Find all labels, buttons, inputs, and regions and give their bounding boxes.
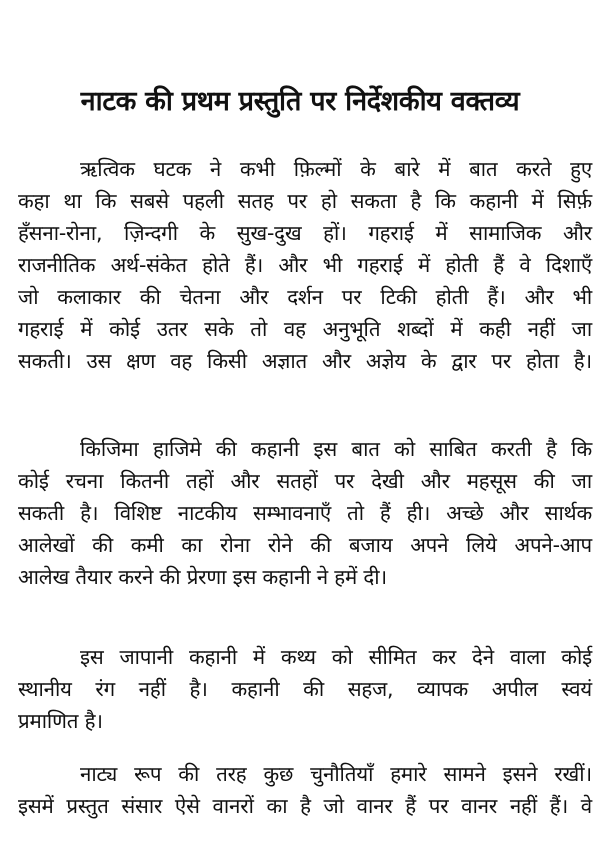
text-line: सकती। उस क्षण वह किसी अज्ञात और अज्ञेय के द्वार पर होता है।: [18, 349, 592, 373]
text-line: ऋत्विक घटक ने कभी फ़िल्मों के बारे में बात करते हुए: [80, 157, 592, 181]
text-line: हँसना-रोना, ज़िन्दगी के सुख-दुख हों। गहराई में सामाजिक और: [18, 221, 592, 245]
text-line: गहराई में कोई उतर सके तो वह अनुभूति शब्दों में कही नहीं जा: [18, 317, 592, 341]
page-title: नाटक की प्रथम प्रस्तुति पर निर्देशकीय वक्तव्य: [80, 86, 520, 117]
text-line: कोई रचना कितनी तहों और सतहों पर देखी और महसूस की जा: [18, 469, 592, 493]
paragraph-2: [18, 433, 592, 593]
paragraph-1: [18, 153, 592, 377]
text-line: स्थानीय रंग नहीं है। कहानी की सहज, व्यापक अपील स्वयं: [18, 677, 592, 701]
text-line: सकती है। विशिष्ट नाटकीय सम्भावनाएँ तो हैं ही। अच्छे और सार्थक: [18, 501, 592, 525]
text-line: जो कलाकार की चेतना और दर्शन पर टिकी होती हैं। और भी: [18, 285, 592, 309]
text-line: नाट्य रूप की तरह कुछ चुनौतियाँ हमारे सामने इसने रखीं।: [80, 762, 592, 786]
text-line: राजनीतिक अर्थ-संकेत होते हैं। और भी गहराई में होती हैं वे दिशाएँ: [18, 253, 592, 277]
text-line: किजिमा हाजिमे की कहानी इस बात को साबित करती है कि: [80, 437, 592, 461]
text-line: इस जापानी कहानी में कथ्य को सीमित कर देने वाला कोई: [80, 645, 592, 669]
text-line: आलेख तैयार करने की प्रेरणा इस कहानी ने हमें दी।: [18, 565, 387, 589]
text-line: आलेखों की कमी का रोना रोने की बजाय अपने लिये अपने-आप: [18, 533, 592, 557]
paragraph-3: [18, 641, 592, 737]
paragraph-4: [18, 758, 592, 822]
text-line: इसमें प्रस्तुत संसार ऐसे वानरों का है जो वानर हैं पर वानर नहीं हैं। वे: [18, 794, 592, 818]
text-line: कहा था कि सबसे पहली सतह पर हो सकता है कि कहानी में सिर्फ़: [18, 189, 592, 213]
text-line: प्रमाणित है।: [18, 709, 103, 733]
